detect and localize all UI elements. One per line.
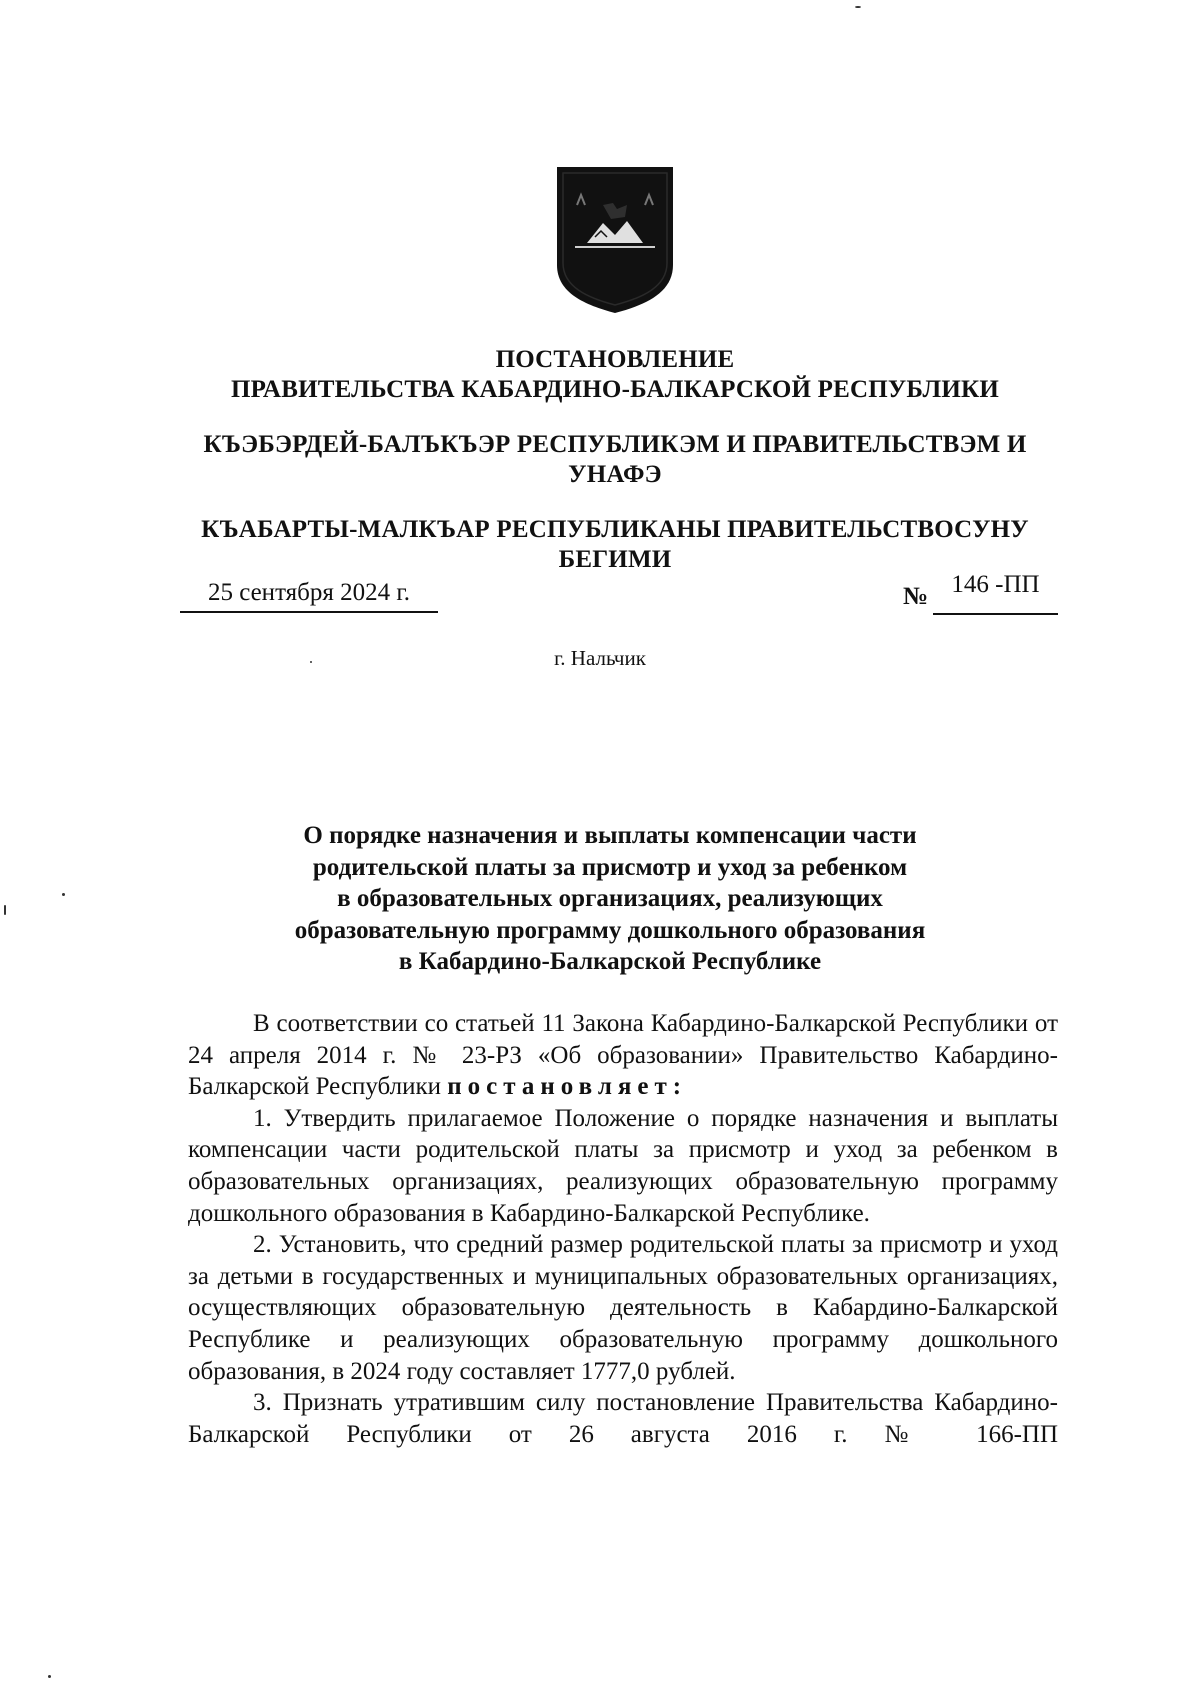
title-line: ПОСТАНОВЛЕНИЕ	[495, 346, 735, 373]
number-sign: №	[903, 583, 929, 610]
subject-line: в Кабардино-Балкарской Республике	[398, 948, 822, 975]
title-line: КЪЭБЭРДЕЙ-БАЛЪКЪЭР РЕСПУБЛИКЭМ И ПРАВИТЕЛЬСТВЭМ И	[203, 431, 1027, 458]
subject-line: образовательную программу дошкольного образования	[294, 916, 926, 944]
document-body	[188, 1008, 1058, 1450]
title-line: КЪАБАРТЫ-МАЛКЪАР РЕСПУБЛИКАНЫ ПРАВИТЕЛЬСТВОСУНУ	[201, 516, 1029, 543]
scan-speck	[4, 905, 6, 915]
title-line: БЕГИМИ	[558, 546, 672, 573]
preamble-paragraph	[188, 1008, 1058, 1103]
item-paragraph: 1. Утвердить прилагаемое Положение о порядке назначения и выплаты компенсации части родительской платы за присмотр и уход за ребенком в образовательных организациях, реализующих образовательную программу дошкольного образования в Кабардино-Балкарской Республике.	[188, 1104, 1058, 1227]
item-paragraph: 3. Признать утратившим силу постановление Правительства Кабардино-Балкарской Республики от 26 августа 2016 г. № 166-ПП	[188, 1389, 1058, 1448]
subject-line: родительской платы за присмотр и уход за ребенком	[312, 853, 908, 881]
decree-word: постановляет:	[447, 1073, 688, 1101]
title-balkar	[190, 515, 1040, 575]
preamble-text: В соответствии со статьей 11 Закона Кабардино-Балкарской Республики от 24 апреля 2014 г. № 23-РЗ «Об образовании» Правительство Кабардино-Балкарской Республики	[188, 1010, 1058, 1101]
subject-line: О порядке назначения и выплаты компенсации части	[303, 822, 917, 849]
title-line: УНАФЭ	[568, 461, 662, 488]
coat-of-arms-icon	[555, 165, 675, 315]
document-date: 25 сентября 2024 г.	[180, 578, 438, 613]
scan-speck	[855, 6, 861, 8]
title-kabardian	[190, 430, 1040, 490]
scan-speck	[48, 1675, 51, 1678]
document-city: г. Нальчик	[554, 646, 646, 670]
document-title	[190, 345, 1040, 405]
document-number: 146 -ПП	[933, 570, 1058, 615]
subject-line: в образовательных организациях, реализующих	[337, 885, 883, 912]
item-paragraph: 2. Установить, что средний размер родительской платы за присмотр и уход за детьми в государственных и муниципальных образовательных организациях, осуществляющих образовательную деятельность в Кабардино-Балкарской Республике и реализующих образовательную программу дошкольного образования, в 2024 году составляет 1777,0 рублей.	[188, 1231, 1058, 1385]
document-subject	[230, 820, 990, 978]
title-line: ПРАВИТЕЛЬСТВА КАБАРДИНО-БАЛКАРСКОЙ РЕСПУБЛИКИ	[231, 376, 999, 403]
scan-speck	[62, 893, 65, 896]
